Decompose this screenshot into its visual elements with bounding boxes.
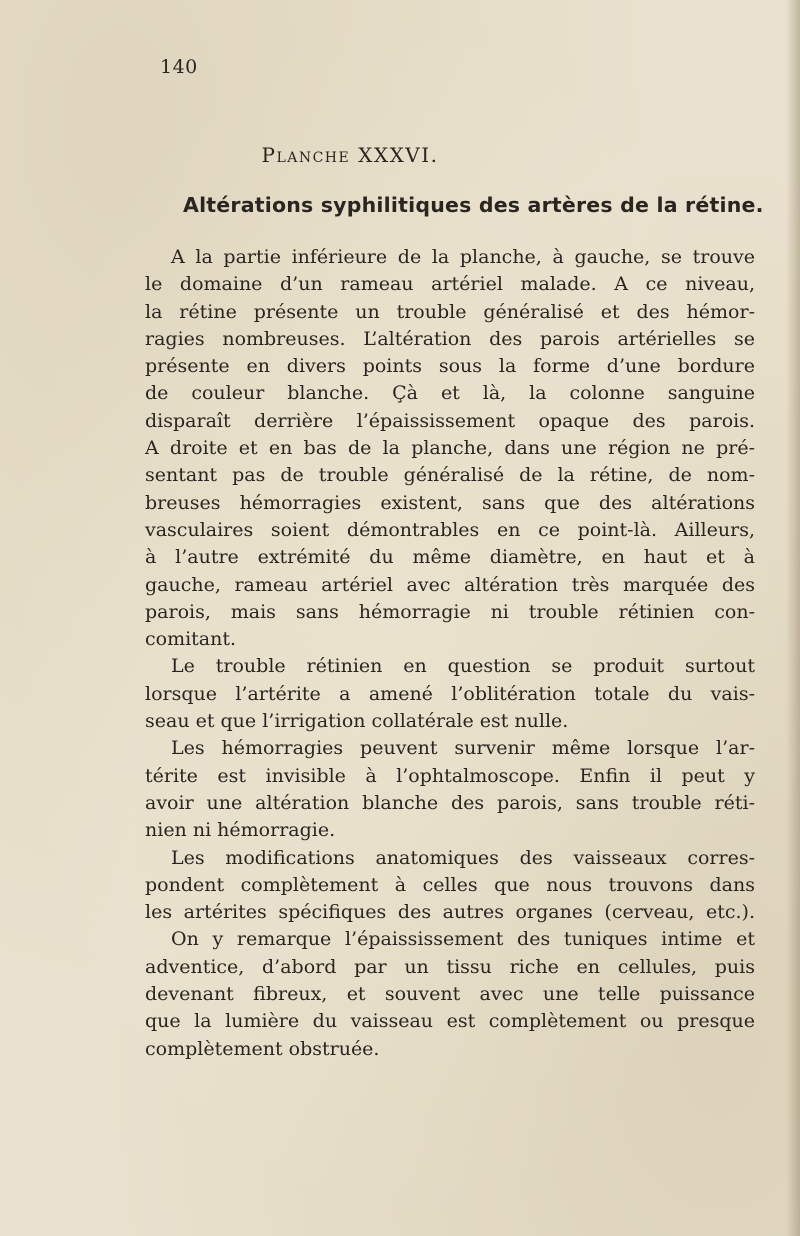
- text-line: complètement obstruée.: [145, 1037, 380, 1060]
- text-line: nien ni hémorragie.: [145, 819, 336, 842]
- text-line: Les modifications anatomiques des vaisseaux corres-: [171, 846, 755, 869]
- body-text: [145, 244, 755, 1063]
- text-line: la rétine présente un trouble généralisé et des hémor-: [145, 300, 755, 323]
- text-line: ragies nombreuses. L’altération des parois artérielles se: [145, 327, 755, 350]
- plate-title: Planche XXXVI.: [261, 143, 439, 167]
- text-line: A droite et en bas de la planche, dans une région ne pré-: [145, 437, 755, 460]
- text-line: Les hémorragies peuvent survenir même lorsque l’ar-: [171, 737, 755, 760]
- text-line: adventice, d’abord par un tissu riche en cellules, puis: [145, 955, 755, 978]
- text-line: vasculaires soient démontrables en ce point-là. Ailleurs,: [145, 518, 755, 541]
- text-line: Le trouble rétinien en question se produit surtout: [171, 655, 755, 678]
- text-line: à l’autre extrémité du même diamètre, en haut et à: [145, 546, 755, 569]
- text-line: seau et que l’irrigation collatérale est nulle.: [145, 710, 569, 733]
- page-number: 140: [160, 56, 198, 78]
- text-line: comitant.: [145, 628, 237, 651]
- text-line: térite est invisible à l’ophtalmoscope. Enfin il peut y: [145, 764, 755, 787]
- text-line: que la lumière du vaisseau est complètement ou presque: [145, 1010, 755, 1033]
- page-edge-shadow: [786, 0, 800, 1236]
- text-line: les artérites spécifiques des autres organes (cerveau, etc.).: [145, 901, 755, 924]
- text-line: devenant fibreux, et souvent avec une telle puissance: [145, 983, 755, 1006]
- section-heading: Altérations syphilitiques des artères de la rétine.: [183, 193, 764, 217]
- text-line: parois, mais sans hémorragie ni trouble rétinien con-: [145, 600, 755, 623]
- text-line: le domaine d’un rameau artériel malade. A ce niveau,: [145, 273, 755, 296]
- text-line: pondent complètement à celles que nous trouvons dans: [145, 873, 755, 896]
- text-line: A la partie inférieure de la planche, à gauche, se trouve: [171, 246, 755, 268]
- text-line: breuses hémorragies existent, sans que des altérations: [145, 491, 755, 514]
- text-line: On y remarque l’épaississement des tuniques intime et: [171, 928, 755, 951]
- text-line: lorsque l’artérite a amené l’oblitération totale du vais-: [145, 682, 755, 705]
- text-line: avoir une altération blanche des parois, sans trouble réti-: [145, 791, 755, 814]
- text-line: présente en divers points sous la forme d’une bordure: [145, 355, 755, 378]
- text-line: gauche, rameau artériel avec altération très marquée des: [145, 573, 755, 596]
- text-line: disparaît derrière l’épaississement opaque des parois.: [145, 409, 755, 432]
- text-line: sentant pas de trouble généralisé de la rétine, de nom-: [145, 464, 755, 487]
- text-line: de couleur blanche. Çà et là, la colonne sanguine: [145, 382, 755, 405]
